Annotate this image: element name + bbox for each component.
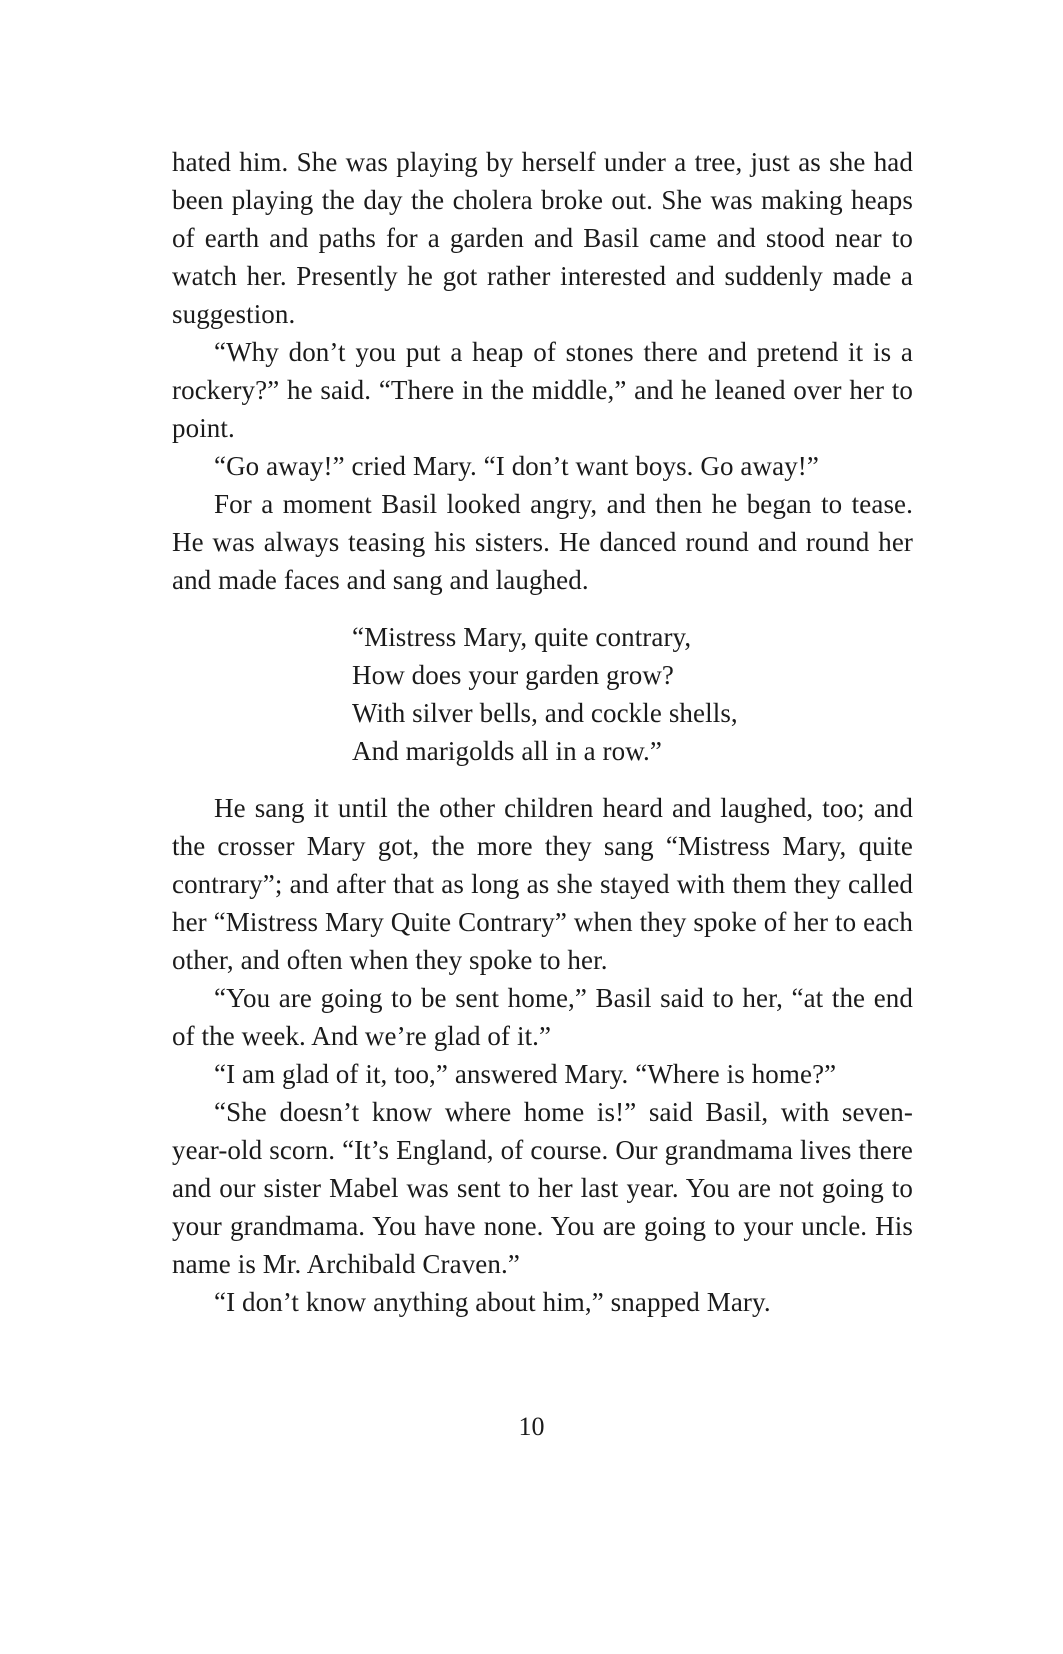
- page-number: 10: [518, 1412, 545, 1441]
- verse-line: With silver bells, and cockle shells,: [352, 698, 738, 728]
- verse-line: How does your garden grow?: [352, 660, 675, 690]
- paragraph: “Go away!” cried Mary. “I don’t want boys. Go away!”: [214, 451, 819, 481]
- verse-block: [352, 618, 913, 770]
- verse-line: “Mistress Mary, quite contrary,: [352, 622, 692, 652]
- paragraph: He sang it until the other children heard and laughed, too; and the crosser Mary got, the more they sang “Mistress Mary, quite contrary”; and after that as long as she stayed with them they called her “Mistress Mary Quite Contrary” when they spoke of her to each other, and often when they spoke to her.: [172, 793, 913, 975]
- paragraph: “I am glad of it, too,” answered Mary. “Where is home?”: [214, 1059, 837, 1089]
- paragraph: hated him. She was playing by herself under a tree, just as she had been playing the day the cholera broke out. She was making heaps of earth and paths for a garden and Basil came and stood near to watch her. Presently he got rather interested and suddenly made a suggestion.: [172, 147, 913, 329]
- paragraph: For a moment Basil looked angry, and then he began to tease. He was always teasing his sisters. He danced round and round her and made faces and sang and laughed.: [172, 489, 913, 595]
- paragraph: “She doesn’t know where home is!” said Basil, with seven-year-old scorn. “It’s England, of course. Our grandmama lives there and our sister Mabel was sent to her last year. You are not going to your grandmama. You have none. You are going to your uncle. His name is Mr. Archibald Craven.”: [172, 1097, 913, 1279]
- verse-line: And marigolds all in a row.”: [352, 736, 662, 766]
- text-block: [172, 143, 913, 1321]
- paragraph: “I don’t know anything about him,” snapped Mary.: [214, 1287, 771, 1317]
- paragraph: “Why don’t you put a heap of stones there and pretend it is a rockery?” he said. “There in the middle,” and he leaned over her to point.: [172, 337, 913, 443]
- paragraph: “You are going to be sent home,” Basil said to her, “at the end of the week. And we’re glad of it.”: [172, 983, 913, 1051]
